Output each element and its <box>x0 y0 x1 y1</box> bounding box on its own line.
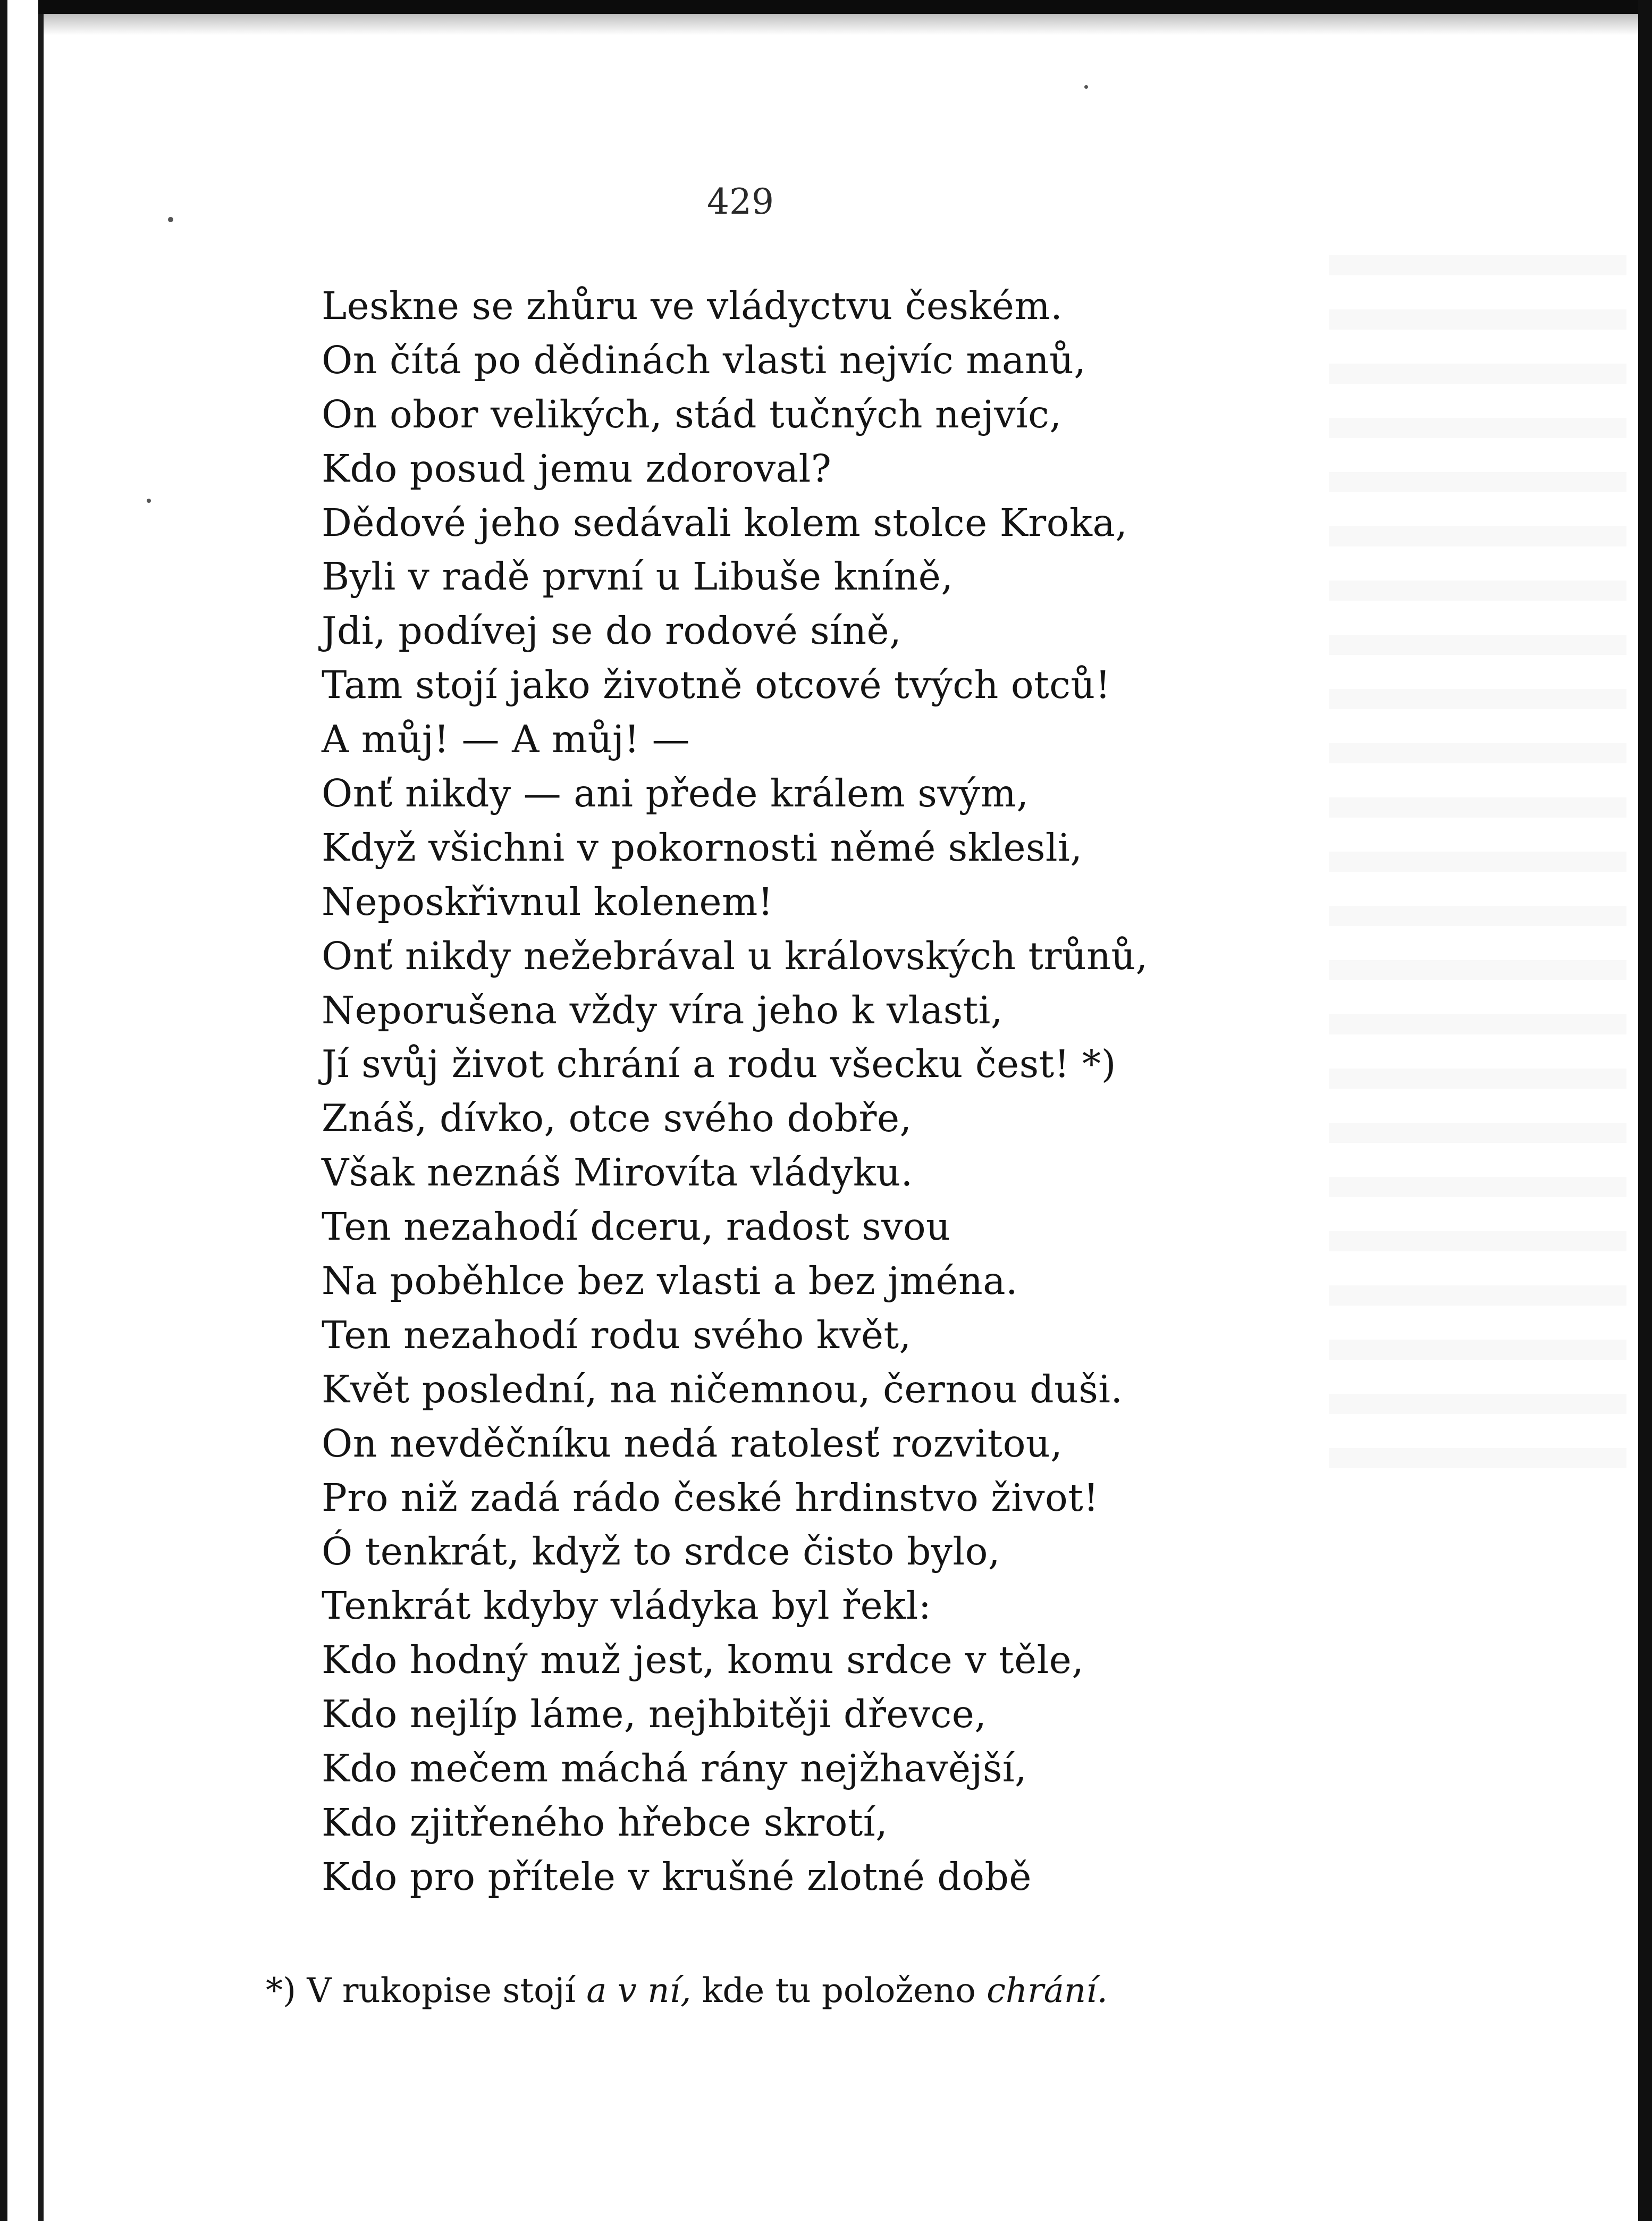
scan-border-left <box>0 0 7 2221</box>
verse-line: Onť nikdy nežebrával u královských trůnů, <box>322 933 1148 978</box>
footnote-middle: kde tu položeno <box>691 1971 987 2010</box>
verse-line: Dědové jeho sedávali kolem stolce Kroka, <box>322 500 1128 545</box>
verse-line: Neposkřivnul kolenem! <box>322 879 773 924</box>
footnote <box>266 1967 1329 2015</box>
verse-line: Tam stojí jako životně otcové tvých otců! <box>322 663 1111 708</box>
poem-verses <box>322 279 1331 1904</box>
verse-line: Kdo mečem máchá rány nejžhavější, <box>322 1746 1027 1791</box>
scan-margin-left <box>7 0 38 2221</box>
footnote-lead: *) V rukopise stojí <box>266 1971 587 2010</box>
verse-line: On nevděčníku nedá ratolesť rozvitou, <box>322 1421 1063 1466</box>
verse-line: Jdi, podívej se do rodové síně, <box>322 609 902 653</box>
scan-border-right <box>1638 0 1652 2221</box>
verse-line: Onť nikdy — ani přede králem svým, <box>322 771 1029 816</box>
verse-line: Znáš, dívko, otce svého dobře, <box>322 1096 912 1141</box>
verse-line: Ó tenkrát, když to srdce čisto bylo, <box>322 1529 1000 1574</box>
verse-line: Ten nezahodí dceru, radost svou <box>322 1205 951 1249</box>
verse-line: On čítá po dědinách vlasti nejvíc manů, <box>322 338 1086 382</box>
page-number: 429 <box>707 181 774 222</box>
verse-line: Kdo hodný muž jest, komu srdce v těle, <box>322 1638 1084 1682</box>
show-through-bleed <box>1329 255 1626 1478</box>
scan-border-top <box>0 0 1652 14</box>
verse-line: On obor velikých, stád tučných nejvíc, <box>322 392 1062 436</box>
dust-speck <box>147 499 151 503</box>
verse-line: Ten nezahodí rodu svého květ, <box>322 1313 912 1357</box>
verse-line: Byli v radě první u Libuše kníně, <box>322 554 954 599</box>
footnote-original-reading: a v ní, <box>586 1971 692 2010</box>
verse-line: Květ poslední, na ničemnou, černou duši. <box>322 1367 1123 1411</box>
dust-speck <box>168 217 173 222</box>
verse-line: Kdo zjitřeného hřebce skrotí, <box>322 1800 888 1845</box>
scan-page-edge <box>38 14 44 2221</box>
verse-line: Kdo nejlíp láme, nejhbitěji dřevce, <box>322 1692 987 1737</box>
verse-line: Tenkrát kdyby vládyka byl řekl: <box>322 1584 932 1628</box>
verse-line: Kdo pro přítele v krušné zlotné době <box>322 1854 1032 1899</box>
verse-line: Však neznáš Mirovíta vládyku. <box>322 1150 913 1195</box>
verse-line: Na poběhlce bez vlasti a bez jména. <box>322 1259 1018 1303</box>
verse-line: Neporušena vždy víra jeho k vlasti, <box>322 988 1003 1032</box>
verse-line: Leskne se zhůru ve vládyctvu českém. <box>322 284 1063 328</box>
verse-line: Jí svůj život chrání a rodu všecku čest! *) <box>322 1042 1116 1087</box>
scan-shadow-top <box>0 14 1652 35</box>
verse-line: Když všichni v pokornosti němé sklesli, <box>322 825 1083 870</box>
dust-speck <box>1084 85 1088 89</box>
footnote-replacement-reading: chrání. <box>987 1971 1108 2010</box>
verse-line: Kdo posud jemu zdoroval? <box>322 446 832 491</box>
verse-line: Pro niž zadá rádo české hrdinstvo život! <box>322 1475 1099 1520</box>
verse-line: A můj! — A můj! — <box>322 717 690 762</box>
